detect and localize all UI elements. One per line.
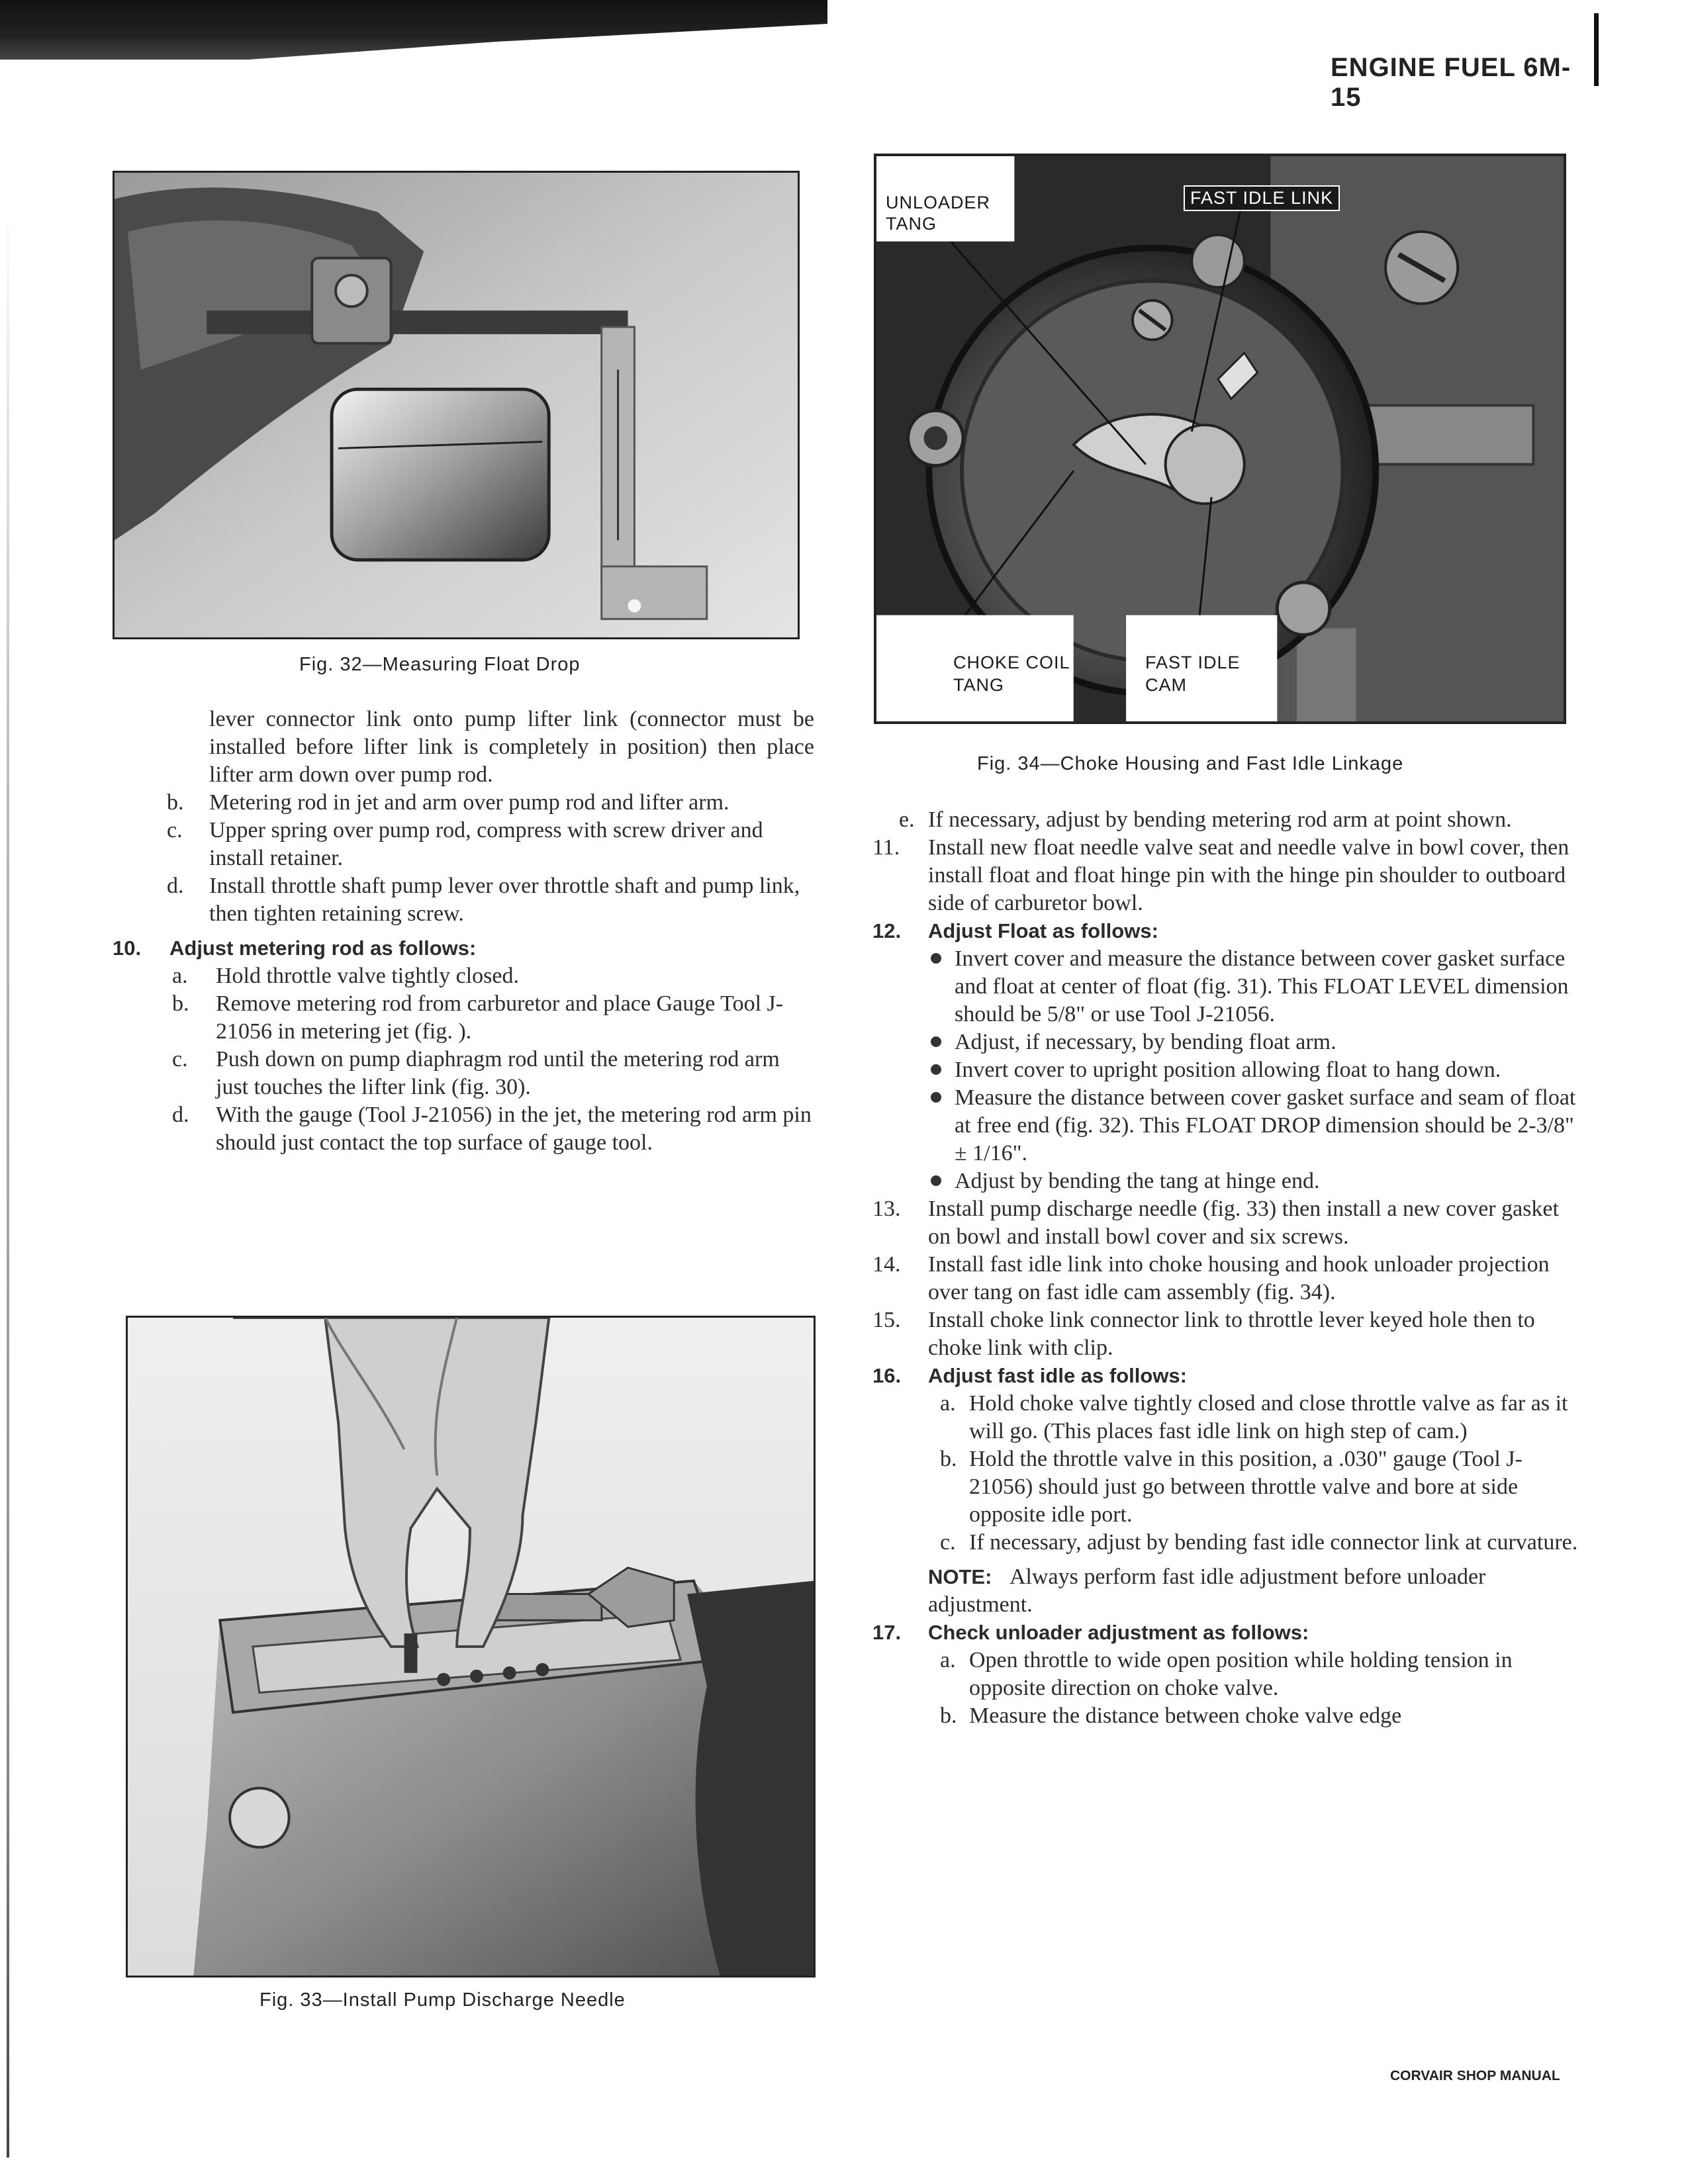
step-number: 15. xyxy=(872,1308,901,1332)
item-text: Push down on pump diaphragm rod until the metering rod arm just touches the lifter link (fig. 30). xyxy=(216,1047,780,1099)
bullet-text: Adjust by bending the tang at hinge end. xyxy=(955,1169,1320,1193)
item-text: Remove metering rod from carburetor and place Gauge Tool J-21056 in metering jet (fig. ). xyxy=(216,991,784,1044)
step-heading xyxy=(872,1362,1581,1390)
item-label: a. xyxy=(172,964,188,988)
bullet-item xyxy=(872,1167,1581,1195)
bullet-item xyxy=(872,945,1581,1028)
item-text: Open throttle to wide open position while holding tension in opposite direction on choke valve. xyxy=(969,1648,1513,1700)
list-item xyxy=(872,1390,1581,1445)
bullet-item xyxy=(872,1028,1581,1056)
page-header: ENGINE FUEL 6M-15 xyxy=(1331,53,1571,112)
callout-fast-idle-link: FAST IDLE LINK xyxy=(1184,185,1340,211)
list-item xyxy=(113,789,814,817)
page-footer: CORVAIR SHOP MANUAL xyxy=(1390,2068,1560,2083)
item-label: a. xyxy=(940,1391,956,1416)
callout-choke-coil-tang-line2: TANG xyxy=(953,675,1004,695)
list-item xyxy=(113,1101,814,1157)
step-text: Install pump discharge needle (fig. 33) then install a new cover gasket on bowl and install bowl cover and six screws. xyxy=(928,1197,1559,1249)
item-label: b. xyxy=(940,1447,957,1471)
continuation-paragraph: lever connector link onto pump lifter link (connector must be installed before lifter link is completely in position) then place lifter arm down over pump rod. xyxy=(209,707,814,787)
item-label: a. xyxy=(940,1648,956,1672)
item-text: Metering rod in jet and arm over pump rod and lifter arm. xyxy=(209,790,729,815)
step-text: Install new float needle valve seat and needle valve in bowl cover, then install float and float hinge pin with the hinge pin shoulder to outboard side of carburetor bowl. xyxy=(928,835,1570,915)
item-label: e. xyxy=(899,807,915,832)
figure-33-caption: Fig. 33—Install Pump Discharge Needle xyxy=(259,1989,626,2011)
scan-edge xyxy=(0,0,827,60)
callout-fast-idle-cam-line1: FAST IDLE xyxy=(1145,653,1241,672)
item-text: Install throttle shaft pump lever over throttle shaft and pump link, then tighten retaining screw. xyxy=(209,874,800,926)
bullet-icon xyxy=(931,953,941,964)
list-item xyxy=(872,1445,1581,1529)
note-paragraph xyxy=(872,1563,1581,1619)
step-number: 17. xyxy=(872,1621,902,1644)
step-number: 16. xyxy=(872,1364,902,1387)
item-text: Hold choke valve tightly closed and close throttle valve as far as it will go. (This places fast idle link on high step of cam.) xyxy=(969,1391,1568,1443)
step-heading-text: Adjust metering rod as follows: xyxy=(169,936,477,960)
step-heading xyxy=(872,917,1581,945)
step-text: Install fast idle link into choke housing and hook unloader projection over tang on fast idle cam assembly (fig. 34). xyxy=(928,1252,1550,1304)
callout-choke-coil-tang-line1: CHOKE COIL xyxy=(953,653,1070,672)
scan-left-edge xyxy=(7,199,9,2158)
step-number: 14. xyxy=(872,1252,901,1277)
item-label: c. xyxy=(940,1530,956,1555)
step-heading-text: Adjust fast idle as follows: xyxy=(928,1364,1187,1387)
list-item xyxy=(872,1529,1581,1557)
item-label: b. xyxy=(172,991,189,1016)
note-text: Always perform fast idle adjustment before unloader adjustment. xyxy=(928,1565,1486,1617)
item-label: b. xyxy=(940,1704,957,1728)
callout-unloader-tang-line2: TANG xyxy=(886,214,937,234)
item-text: With the gauge (Tool J-21056) in the jet, the metering rod arm pin should just contact the top surface of gauge tool. xyxy=(216,1103,812,1155)
figure-32-photo xyxy=(113,171,800,639)
item-label: b. xyxy=(167,790,184,815)
list-item xyxy=(113,990,814,1046)
list-item xyxy=(113,1046,814,1101)
item-label: d. xyxy=(172,1103,189,1127)
item-text: If necessary, adjust by bending metering rod arm at point shown. xyxy=(928,807,1512,832)
figure-32-caption: Fig. 32—Measuring Float Drop xyxy=(299,654,581,675)
bullet-text: Measure the distance between cover gasket surface and seam of float at free end (fig. 32). This FLOAT DROP dimension should be 2-3/8" ± 1/16". xyxy=(955,1085,1576,1165)
step-number: 11. xyxy=(872,835,900,860)
bullet-icon xyxy=(931,1036,941,1047)
bullet-icon xyxy=(931,1175,941,1186)
bullet-icon xyxy=(931,1064,941,1075)
step-heading-text: Check unloader adjustment as follows: xyxy=(928,1621,1309,1644)
step-number: 10. xyxy=(113,936,142,960)
item-text: Measure the distance between choke valve edge xyxy=(969,1704,1402,1728)
bullet-icon xyxy=(931,1092,941,1103)
list-item xyxy=(113,962,814,990)
figure-34-photo xyxy=(874,154,1566,724)
list-item xyxy=(872,1647,1581,1702)
left-text-column xyxy=(113,705,814,1157)
step-heading-text: Adjust Float as follows: xyxy=(928,919,1158,942)
step-item xyxy=(872,1251,1581,1306)
bullet-item xyxy=(872,1084,1581,1167)
step-item xyxy=(872,1195,1581,1251)
item-text: Hold throttle valve tightly closed. xyxy=(216,964,519,988)
right-text-column xyxy=(872,806,1581,1730)
step-item xyxy=(872,834,1581,917)
step-number: 13. xyxy=(872,1197,901,1221)
bullet-text: Invert cover to upright position allowing float to hang down. xyxy=(955,1058,1501,1082)
list-item xyxy=(113,872,814,928)
list-item xyxy=(872,1702,1581,1730)
step-text: Install choke link connector link to throttle lever keyed hole then to choke link with clip. xyxy=(928,1308,1535,1360)
bullet-text: Adjust, if necessary, by bending float arm. xyxy=(955,1030,1336,1054)
figure-33-photo xyxy=(126,1316,816,1978)
step-item xyxy=(872,1306,1581,1362)
item-label: c. xyxy=(172,1047,188,1071)
list-item xyxy=(113,817,814,872)
bullet-text: Invert cover and measure the distance between cover gasket surface and float at center of float (fig. 31). This FLOAT LEVEL dimension should be 5/8" or use Tool J-21056. xyxy=(955,946,1569,1026)
item-label: c. xyxy=(167,818,183,842)
item-text: Upper spring over pump rod, compress with screw driver and install retainer. xyxy=(209,818,763,870)
step-heading xyxy=(872,1619,1581,1647)
bullet-item xyxy=(872,1056,1581,1084)
item-label: d. xyxy=(167,874,184,898)
list-item xyxy=(872,806,1581,834)
step-heading xyxy=(113,934,814,962)
item-text: If necessary, adjust by bending fast idle connector link at curvature. xyxy=(969,1530,1578,1555)
page-edge-mark xyxy=(1594,13,1599,86)
item-text: Hold the throttle valve in this position, a .030" gauge (Tool J-21056) should just go between throttle valve and bore at side opposite idle port. xyxy=(969,1447,1523,1527)
note-label: NOTE: xyxy=(928,1565,992,1588)
figure-34-caption: Fig. 34—Choke Housing and Fast Idle Linkage xyxy=(977,753,1404,774)
callout-unloader-tang-line1: UNLOADER xyxy=(886,193,991,212)
callout-fast-idle-cam-line2: CAM xyxy=(1145,675,1187,695)
step-number: 12. xyxy=(872,919,902,942)
